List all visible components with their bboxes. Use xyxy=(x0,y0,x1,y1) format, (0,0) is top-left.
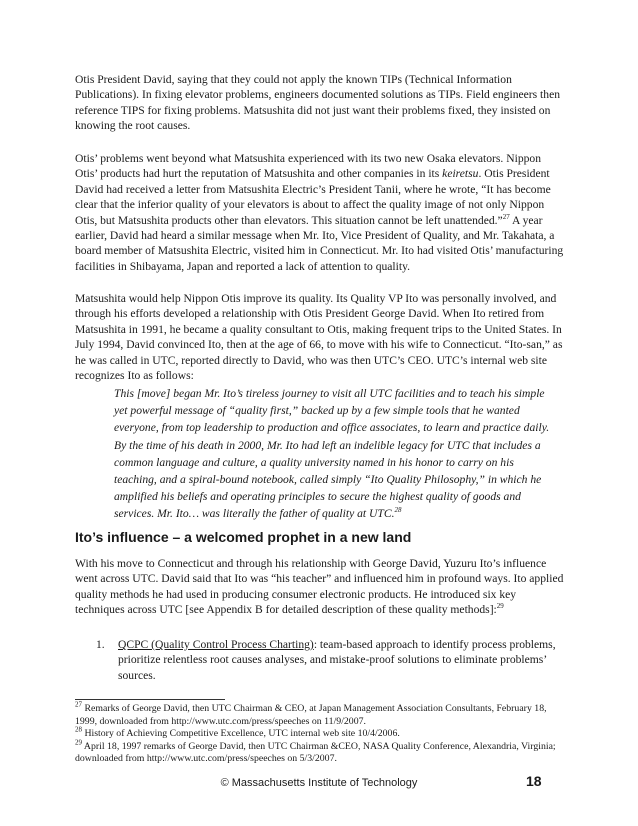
list-number: 1. xyxy=(96,638,105,651)
list-item-qcpc: 1. QCPC (Quality Control Process Charting): team-based approach to identify process problems, prioritize relentless root causes analyses, and mistake-proof solutions to eliminate problems’ sources. xyxy=(96,638,556,682)
page-number: 18 xyxy=(526,773,542,789)
footnote-27: $^{27}$ Remarks of George David, then UTC Chairman & CEO, at Japan Management Association Consultants, February 18, 1999, downloaded from http://www.utc.com/press/speeches on 11/9/2007. xyxy=(75,700,547,727)
footnote-ref-29: 29 xyxy=(496,602,504,611)
footnote-ref-27: 27 xyxy=(502,212,510,221)
paragraph-ito-influence: With his move to Connecticut and through his relationship with George David, Yuzuru Ito’s influence went across UTC. David said that Ito was “his teacher” and influenced him in profound ways. Ito applied quality methods he had used in producing consumer electronic products. He introduced six key techniques across UTC [see Appendix B for detailed description of these quality methods]:$^{29}$ xyxy=(75,557,564,617)
footnote-ref-28: 28 xyxy=(394,506,402,515)
section-heading: Ito’s influence – a welcomed prophet in a new land xyxy=(75,529,412,545)
footer-copyright: © Massachusetts Institute of Technology xyxy=(220,777,418,789)
footnote-29: $^{29}$ April 18, 1997 remarks of George David, then UTC Chairman &CEO, NASA Quality Conference, Alexandria, Virginia; downloaded from http://www.utc.com/press/speeches on 5/3/2007. xyxy=(75,738,556,765)
paragraph-otis-problems: Otis’ problems went beyond what Matsushita experienced with its two new Osaka elevators. Nippon Otis’ products had hurt the reputation of Matsushita and other companies in its keiretsu. Otis President David had received a letter from Matsushita Electric’s President Tanii, where he wrote, “It has become clear that the inferior quality of your elevators is about to affect the quality image of not only Nippon Otis, but Matsushita products other than elevators. This situation cannot be left unattended.”$^{27}$ A year earlier, David had heard a similar message when Mr. Ito, Vice President of Quality, and Mr. Takahata, a board member of Matsushita Electric, visited him in Connecticut. Mr. Ito had visited Otis’ manufacturing facilities in Shibayama, Japan and reported a lack of attention to quality. xyxy=(75,152,564,273)
paragraph-text: Otis President David, saying that they could not apply the known TIPs (Technical Information Publications). In fixing elevator problems, engineers documented solutions as TIPs. Field engineers then reference TIPS for fixing problems. Matsushita did not just want their problems fixed, they insisted on knowing the root causes. xyxy=(75,73,561,133)
keiretsu-term: keiretsu xyxy=(442,167,479,181)
footnote-28: $^{28}$ History of Achieving Competitive Excellence, UTC internal web site 10/4/2006. xyxy=(75,725,400,740)
block-quote-utc: This [move] began Mr. Ito’s tireless journey to visit all UTC facilities and to teach his simple yet powerful message of “quality first,” backed up by a few simple tools that he wanted everyone, from top leadership to production and office associates, to learn and practice daily. By the time of his death in 2000, Mr. Ito had left an indelible legacy for UTC that includes a common language and culture, a quality university named in his honor to carry on his teaching, and a spiral-bound notebook, called simply “Ito Quality Philosophy,” in which he amplified his beliefs and operating principles to secure the highest quality of goods and services. Mr. Ito… was literally the father of quality at UTC.$^{28}$ xyxy=(114,387,550,521)
qcpc-term: QCPC (Quality Control Process Charting) xyxy=(118,638,314,651)
paragraph-matsushita-help: Matsushita would help Nippon Otis improve its quality. Its Quality VP Ito was personally involved, and through his efforts developed a relationship with Otis President George David. When Ito retired from Matsushita in 1991, he became a quality consultant to Otis, making frequent trips to the United States. In July 1994, David convinced Ito, then at the age of 66, to move with his wife to Connecticut. “Ito-san,” as he was called in UTC, reported directly to David, who was then UTC’s CEO. UTC’s internal web site recognizes Ito as follows: xyxy=(75,292,563,383)
footnote-divider xyxy=(75,699,225,700)
paragraph-tips xyxy=(75,72,565,134)
footnotes xyxy=(75,700,565,766)
